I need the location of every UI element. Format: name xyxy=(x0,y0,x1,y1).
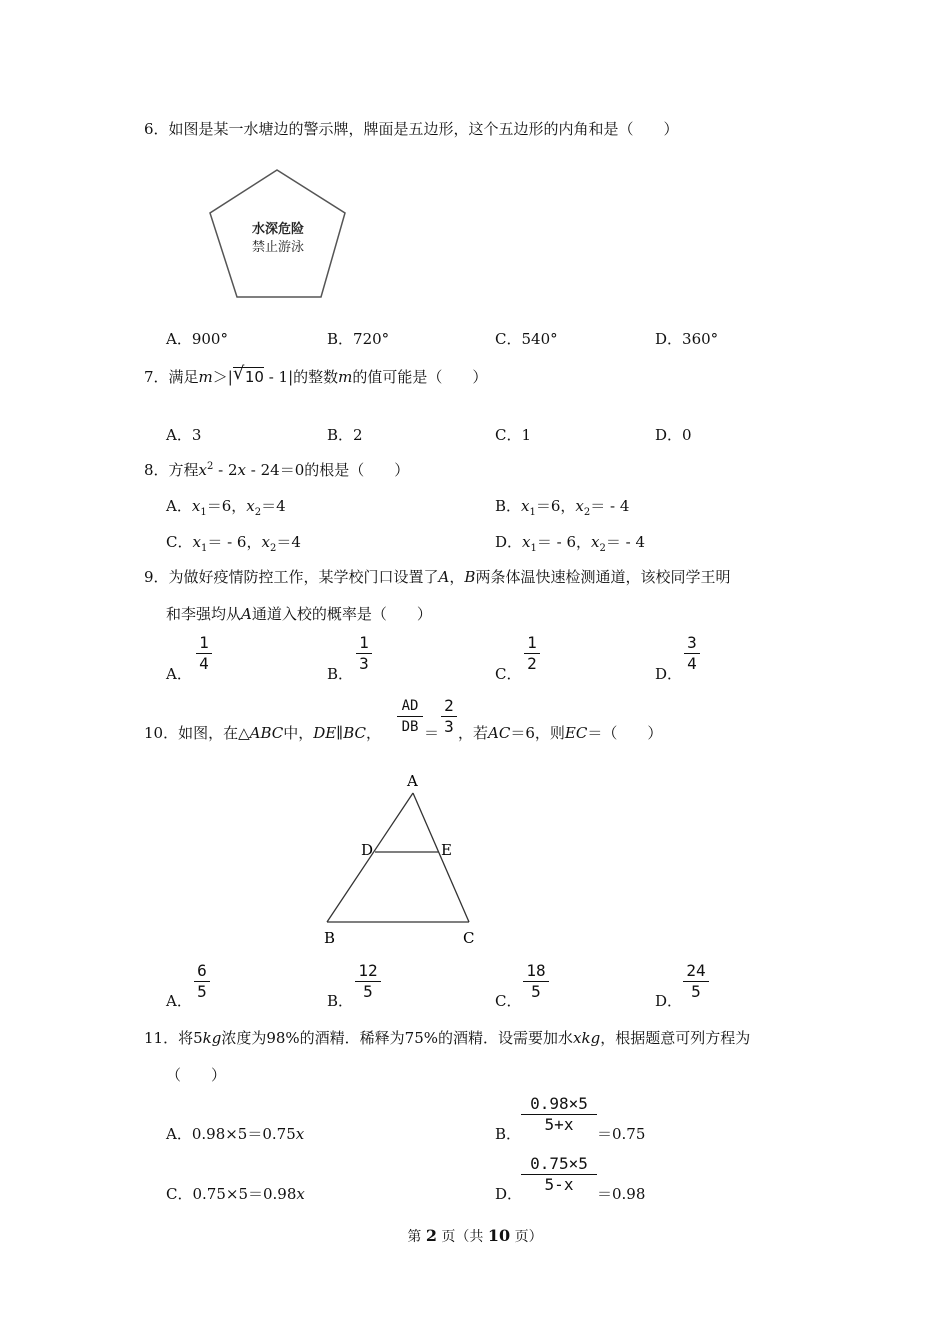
page-footer: 第 2 页（共 10 页） xyxy=(407,1226,543,1245)
q8-stem: 8．方程$x^2 - 2x - 24=0$的根是（ ） xyxy=(144,461,410,479)
warning-sign-pentagon xyxy=(205,165,353,305)
q7-option-a: A．3 xyxy=(166,426,202,444)
q10-option-a-fraction: 6 5 xyxy=(194,962,210,1001)
q11-option-b-label: B． xyxy=(495,1125,522,1143)
q9-option-d-fraction: 3 4 xyxy=(684,634,700,673)
label-c: C xyxy=(463,929,475,947)
q9-option-c-fraction: 1 2 xyxy=(524,634,540,673)
q10-option-b-fraction: 12 5 xyxy=(355,962,381,1001)
q10-option-c-label: C． xyxy=(495,992,522,1010)
q10-option-c-fraction: 18 5 xyxy=(523,962,549,1001)
q10-option-a-label: A． xyxy=(166,992,192,1010)
q7-option-c: C．1 xyxy=(495,426,532,444)
q10-equals: ＝ xyxy=(424,724,440,742)
q7-option-d: D．0 xyxy=(655,426,692,444)
q10-value-fraction: 2 3 xyxy=(441,697,457,736)
q10-option-b-label: B． xyxy=(327,992,354,1010)
q11-option-d-label: D． xyxy=(495,1185,523,1203)
q10-ratio-fraction: AD DB xyxy=(397,697,423,736)
sign-line2: 禁止游泳 xyxy=(251,240,305,255)
q11-stem-line2: （ ） xyxy=(166,1066,227,1084)
q9-option-b-label: B． xyxy=(327,665,354,683)
sqrt-symbol: √ 10 xyxy=(232,363,264,386)
sign-line1: 水深危险 xyxy=(251,222,305,237)
q8-option-b: B．$x_1=6$，$x_2= - 4$ xyxy=(495,497,630,518)
q10-option-d-fraction: 24 5 xyxy=(683,962,709,1001)
q11-option-d-fraction: 0.75×5 5-x xyxy=(521,1155,597,1194)
q10-option-d-label: D． xyxy=(655,992,683,1010)
q9-option-a-fraction: 1 4 xyxy=(196,634,212,673)
q8-option-a: A．$x_1=6$，$x_2=4$ xyxy=(166,497,286,518)
q6-option-d: D．360° xyxy=(655,330,719,348)
label-d: D xyxy=(361,841,374,859)
label-b: B xyxy=(324,929,336,947)
q11-option-a: A．0.98×5＝0.75x xyxy=(166,1125,305,1143)
q11-option-c: C．0.75×5＝0.98x xyxy=(166,1185,305,1203)
q8-option-c: C．$x_1= - 6$，$x_2=4$ xyxy=(166,533,301,554)
q9-option-c-label: C． xyxy=(495,665,522,683)
q9-stem-line1: 9．为做好疫情防控工作，某学校门口设置了A，B两条体温快速检测通道，该校同学王明 xyxy=(144,568,731,586)
q11-stem-line1: 11．将5kg浓度为98%的酒精．稀释为75%的酒精．设需要加水xkg，根据题意可列方程为 xyxy=(144,1029,751,1047)
label-a: A xyxy=(407,772,418,790)
q10-stem-b: ，若AC＝6，则EC＝（ ） xyxy=(458,724,663,742)
q6-option-a: A．900° xyxy=(166,330,228,348)
triangle-figure xyxy=(315,765,485,950)
q11-option-d-rhs: ＝0.98 xyxy=(597,1185,646,1203)
q7-stem: 7．满足m＞| √ 10 - 1|的整数m的值可能是（ ） xyxy=(144,363,488,386)
q11-option-b-rhs: ＝0.75 xyxy=(597,1125,646,1143)
label-e: E xyxy=(441,841,452,859)
q6-option-c: C．540° xyxy=(495,330,558,348)
q8-option-d: D．$x_1= - 6$，$x_2= - 4$ xyxy=(495,533,646,554)
q7-option-b: B．2 xyxy=(327,426,363,444)
q6-stem: 6．如图是某一水塘边的警示牌，牌面是五边形，这个五边形的内角和是（ ） xyxy=(144,120,679,138)
q6-option-b: B．720° xyxy=(327,330,390,348)
q9-option-d-label: D． xyxy=(655,665,683,683)
q9-option-a-label: A． xyxy=(166,665,192,683)
q10-stem-a: 10．如图，在△ABC中，DE∥BC， xyxy=(144,724,381,742)
q9-stem-line2: 和李强均从A通道入校的概率是（ ） xyxy=(166,605,432,623)
q11-option-b-fraction: 0.98×5 5+x xyxy=(521,1095,597,1134)
q9-option-b-fraction: 1 3 xyxy=(356,634,372,673)
